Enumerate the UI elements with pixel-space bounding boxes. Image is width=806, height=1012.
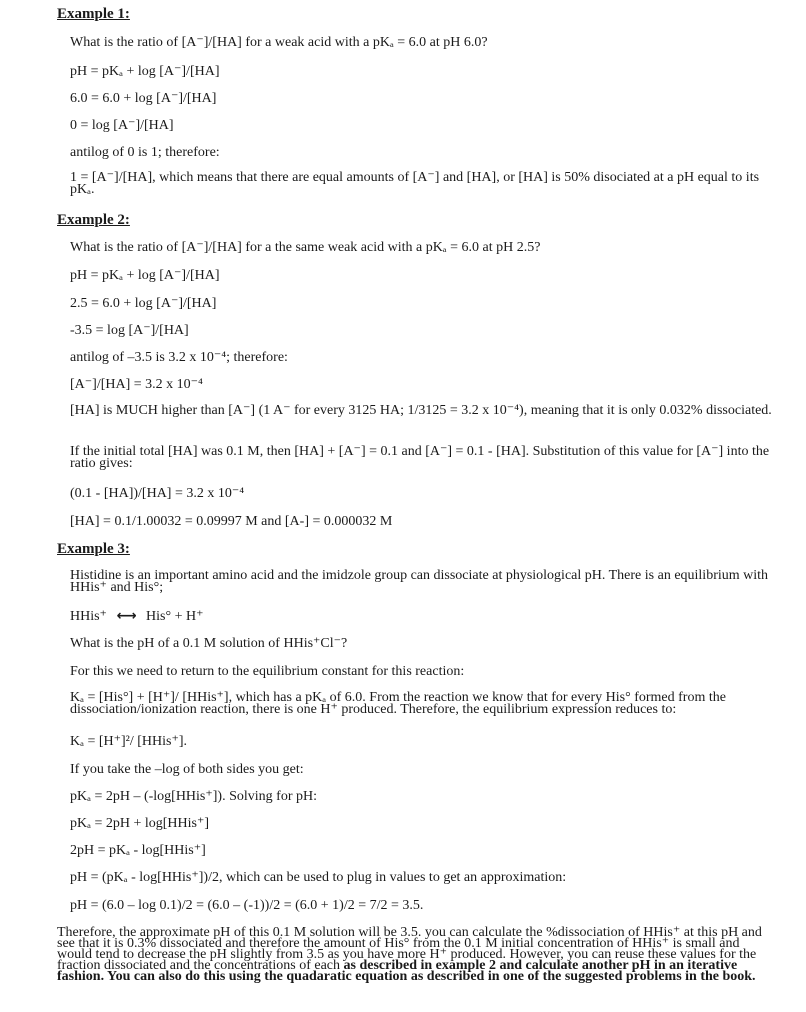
text-line: antilog of –3.5 is 3.2 x 10⁻⁴; therefore: — [70, 350, 288, 365]
text-paragraph: Kₐ = [His°] + [H⁺]/ [HHis⁺], which has a pKₐ of 6.0. From the reaction we know that for every His° formed from the dissociation/ionization reaction, there is one H⁺ produced. Therefore, the equilibrium expression reduces to: — [70, 690, 726, 717]
equation-line: 0 = log [A⁻]/[HA] — [70, 118, 174, 133]
equation-line: -3.5 = log [A⁻]/[HA] — [70, 323, 189, 338]
text-line: For this we need to return to the equilibrium constant for this reaction: — [70, 664, 465, 679]
text-paragraph: If the initial total [HA] was 0.1 M, then [HA] + [A⁻] = 0.1 and [A⁻] = 0.1 - [HA]. Substitution of this value for [A⁻] into the ratio gives: — [70, 444, 770, 471]
equation-line: 2pH = pKₐ - log[HHis⁺] — [70, 843, 206, 858]
equation-line: [A⁻]/[HA] = 3.2 x 10⁻⁴ — [70, 377, 203, 392]
equation-line: 2.5 = 6.0 + log [A⁻]/[HA] — [70, 296, 217, 311]
equation-line: [HA] = 0.1/1.00032 = 0.09997 M and [A-] = 0.000032 M — [70, 514, 393, 529]
equilibrium-arrow-icon: ⟷ — [116, 608, 137, 624]
text-paragraph: 1 = [A⁻]/[HA], which means that there are equal amounts of [A⁻] and [HA], or [HA] is 50% disociated at a pH equal to its pKₐ. — [70, 170, 760, 197]
example-2-heading: Example 2: — [57, 212, 130, 228]
text-paragraph: Histidine is an important amino acid and the imidzole group can dissociate at physiological pH. There is an equilibrium with HHis⁺ and His°; — [70, 568, 769, 595]
equation-line: pKₐ = 2pH – (-log[HHis⁺]). Solving for pH: — [70, 789, 317, 804]
reaction-line — [70, 609, 203, 624]
text-line: If you take the –log of both sides you get: — [70, 762, 304, 777]
closing-bold-text: as described in example 2 and calculate another pH in an iterative fashion. You can also do this using the quadaratic equation as described in one of the suggested problems in the book. — [57, 958, 756, 984]
reactant-text: HHis⁺ — [70, 609, 107, 624]
closing-text: Therefore, the approximate pH of this 0.1 M solution will be 3.5. you can calculate the %dissociation of HHis⁺ at this pH and see that it is 0.3% dissociated and therefore the amount of His° from the 0.1 M initial concentration of HHis⁺ is small and would tend to decrease the pH slightly from 3.5 as you have more H⁺ produced. However, you can reuse these values for the fraction dissociated and the concentrations of each — [57, 925, 762, 973]
closing-paragraph — [57, 927, 773, 982]
equation-line: pH = (pKₐ - log[HHis⁺])/2, which can be used to plug in values to get an approximation: — [70, 870, 567, 885]
equation-line: Kₐ = [H⁺]²/ [HHis⁺]. — [70, 734, 188, 749]
text-paragraph: [HA] is MUCH higher than [A⁻] (1 A⁻ for every 3125 HA; 1/3125 = 3.2 x 10⁻⁴), meaning that it is only 0.032% dissociated. — [70, 403, 772, 418]
equation-line: pH = pKₐ + log [A⁻]/[HA] — [70, 268, 220, 283]
example-1-heading: Example 1: — [57, 6, 130, 22]
products-text: His° + H⁺ — [146, 609, 204, 624]
example-2-question: What is the ratio of [A⁻]/[HA] for a the same weak acid with a pKₐ = 6.0 at pH 2.5? — [70, 240, 541, 255]
example-3-question: What is the pH of a 0.1 M solution of HHis⁺Cl⁻? — [70, 636, 348, 651]
equation-line: pH = pKₐ + log [A⁻]/[HA] — [70, 64, 220, 79]
equation-line: pH = (6.0 – log 0.1)/2 = (6.0 – (-1))/2 = (6.0 + 1)/2 = 7/2 = 3.5. — [70, 898, 424, 913]
equation-line: pKₐ = 2pH + log[HHis⁺] — [70, 816, 210, 831]
example-1-question: What is the ratio of [A⁻]/[HA] for a weak acid with a pKₐ = 6.0 at pH 6.0? — [70, 35, 488, 50]
equation-line: 6.0 = 6.0 + log [A⁻]/[HA] — [70, 91, 217, 106]
equation-line: (0.1 - [HA])/[HA] = 3.2 x 10⁻⁴ — [70, 486, 245, 501]
text-line: antilog of 0 is 1; therefore: — [70, 145, 220, 160]
example-3-heading: Example 3: — [57, 541, 130, 557]
